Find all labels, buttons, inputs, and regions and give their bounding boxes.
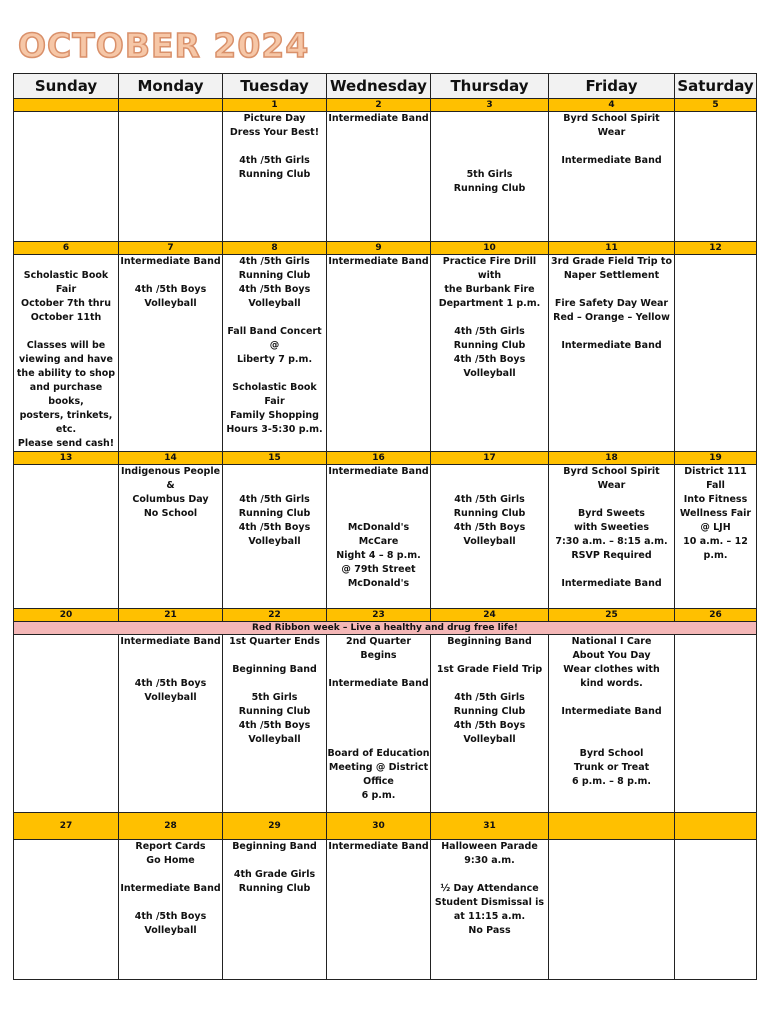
week-3-numbers	[14, 452, 757, 465]
week-1-numbers	[14, 99, 757, 112]
day-events: 3rd Grade Field Trip to Naper Settlement Fire Safety Day Wear Red – Orange – Yellow Intermediate Band	[551, 256, 672, 351]
day-number	[14, 99, 119, 112]
red-ribbon-banner: Red Ribbon week – Live a healthy and drug free life!	[14, 622, 757, 635]
day-cell	[119, 635, 223, 813]
week-4-events	[14, 635, 757, 813]
day-number: 29	[223, 813, 327, 840]
day-number: 17	[431, 452, 549, 465]
weekday-thursday: Thursday	[431, 74, 549, 99]
day-cell	[223, 255, 327, 452]
week-3-events	[14, 465, 757, 609]
day-cell	[119, 112, 223, 242]
day-number: 28	[119, 813, 223, 840]
day-cell	[549, 255, 675, 452]
day-number: 3	[431, 99, 549, 112]
day-cell	[549, 635, 675, 813]
day-cell	[327, 840, 431, 980]
week-2-events	[14, 255, 757, 452]
day-number: 16	[327, 452, 431, 465]
day-cell	[119, 840, 223, 980]
day-number: 6	[14, 242, 119, 255]
day-cell	[675, 255, 757, 452]
day-number: 10	[431, 242, 549, 255]
week-1-events	[14, 112, 757, 242]
day-cell	[14, 112, 119, 242]
day-number: 12	[675, 242, 757, 255]
weekday-friday: Friday	[549, 74, 675, 99]
day-cell	[223, 465, 327, 609]
day-cell	[549, 840, 675, 980]
day-cell	[119, 465, 223, 609]
day-cell	[14, 635, 119, 813]
day-events: Intermediate Band 4th /5th Boys Volleyball	[120, 636, 221, 703]
day-cell	[223, 840, 327, 980]
day-events: Picture Day Dress Your Best! 4th /5th Girls Running Club	[229, 113, 320, 180]
day-cell	[431, 255, 549, 452]
day-events: Intermediate Band 4th /5th Boys Volleyball	[120, 256, 221, 309]
day-events: 2nd Quarter Begins Intermediate Band Board of Education Meeting @ District Office 6 p.m.	[327, 636, 430, 801]
day-cell	[327, 112, 431, 242]
day-number: 18	[549, 452, 675, 465]
day-events: Practice Fire Drill with the Burbank Fire Department 1 p.m. 4th /5th Girls Running Club 4th /5th Boys Volleyball	[438, 256, 541, 379]
week-5-events	[14, 840, 757, 980]
day-cell	[675, 635, 757, 813]
day-events: District 111 Fall Into Fitness Wellness Fair @ LJH 10 a.m. – 12 p.m.	[679, 466, 752, 561]
day-cell	[431, 840, 549, 980]
day-cell	[223, 635, 327, 813]
day-events: Report Cards Go Home Intermediate Band 4th /5th Boys Volleyball	[120, 841, 221, 936]
day-events: 4th /5th Girls Running Club 4th /5th Boys Volleyball Fall Band Concert @ Liberty 7 p.m. Scholastic Book Fair Family Shopping Hours 3-5:30 p.m.	[226, 256, 323, 435]
day-events: Halloween Parade 9:30 a.m. ½ Day Attendance Student Dismissal is at 11:15 a.m. No Pass	[434, 841, 545, 936]
day-number: 19	[675, 452, 757, 465]
day-number: 24	[431, 609, 549, 622]
day-cell	[14, 465, 119, 609]
weekday-wednesday: Wednesday	[327, 74, 431, 99]
day-cell	[327, 255, 431, 452]
day-number: 13	[14, 452, 119, 465]
day-number: 8	[223, 242, 327, 255]
day-number: 5	[675, 99, 757, 112]
day-number: 31	[431, 813, 549, 840]
page-title: OCTOBER 2024	[18, 26, 310, 65]
day-cell	[14, 840, 119, 980]
day-number: 2	[327, 99, 431, 112]
day-events: Beginning Band 1st Grade Field Trip 4th /5th Girls Running Club 4th /5th Boys Volleyball	[436, 636, 543, 745]
day-cell	[119, 255, 223, 452]
day-events: Byrd School Spirit Wear Intermediate Band	[561, 113, 662, 166]
day-number	[675, 813, 757, 840]
calendar-grid	[13, 73, 757, 980]
day-cell	[223, 112, 327, 242]
day-events: 1st Quarter Ends Beginning Band 5th Girls Running Club 4th /5th Boys Volleyball	[229, 636, 320, 745]
day-cell	[327, 465, 431, 609]
day-events: Scholastic Book Fair October 7th thru October 11th Classes will be viewing and have the ability to shop and purchase books, posters, trinkets, etc. Please send cash!	[16, 270, 116, 449]
week-2-numbers	[14, 242, 757, 255]
day-number: 4	[549, 99, 675, 112]
day-number: 14	[119, 452, 223, 465]
day-number: 23	[327, 609, 431, 622]
day-events: Indigenous People & Columbus Day No School	[120, 466, 221, 519]
weekday-monday: Monday	[119, 74, 223, 99]
day-number	[549, 813, 675, 840]
weekday-sunday: Sunday	[14, 74, 119, 99]
day-events: 4th /5th Girls Running Club 4th /5th Boys Volleyball	[453, 494, 526, 547]
day-cell	[431, 112, 549, 242]
day-cell	[675, 112, 757, 242]
day-events: Intermediate Band	[328, 113, 429, 124]
week-5-numbers	[14, 813, 757, 840]
day-cell	[327, 635, 431, 813]
day-events: Intermediate Band	[328, 256, 429, 267]
weekday-header-row	[14, 74, 757, 99]
day-events: Intermediate Band	[328, 841, 429, 852]
day-cell	[549, 465, 675, 609]
day-number: 9	[327, 242, 431, 255]
week-4-banner-row	[14, 622, 757, 635]
day-number: 21	[119, 609, 223, 622]
day-events: Intermediate Band McDonald's McCare Night 4 – 8 p.m. @ 79th Street McDonald's	[328, 466, 429, 589]
day-number: 20	[14, 609, 119, 622]
day-number: 1	[223, 99, 327, 112]
day-number: 27	[14, 813, 119, 840]
day-events: 4th /5th Girls Running Club 4th /5th Boys Volleyball	[238, 494, 311, 547]
day-events: Beginning Band 4th Grade Girls Running Club	[232, 841, 317, 894]
day-cell	[549, 112, 675, 242]
day-cell	[675, 465, 757, 609]
day-events: Byrd School Spirit Wear Byrd Sweets with Sweeties 7:30 a.m. – 8:15 a.m. RSVP Required Intermediate Band	[555, 466, 668, 589]
weekday-saturday: Saturday	[675, 74, 757, 99]
day-events: 5th Girls Running Club	[453, 169, 526, 194]
day-number: 26	[675, 609, 757, 622]
day-cell	[431, 635, 549, 813]
day-number: 11	[549, 242, 675, 255]
day-number: 15	[223, 452, 327, 465]
weekday-tuesday: Tuesday	[223, 74, 327, 99]
day-number: 30	[327, 813, 431, 840]
day-cell	[675, 840, 757, 980]
day-number: 22	[223, 609, 327, 622]
week-4-numbers	[14, 609, 757, 622]
day-number	[119, 99, 223, 112]
day-cell	[14, 255, 119, 452]
day-number: 25	[549, 609, 675, 622]
day-events: National I Care About You Day Wear clothes with kind words. Intermediate Band Byrd School Trunk or Treat 6 p.m. – 8 p.m.	[561, 636, 662, 787]
day-number: 7	[119, 242, 223, 255]
day-cell	[431, 465, 549, 609]
